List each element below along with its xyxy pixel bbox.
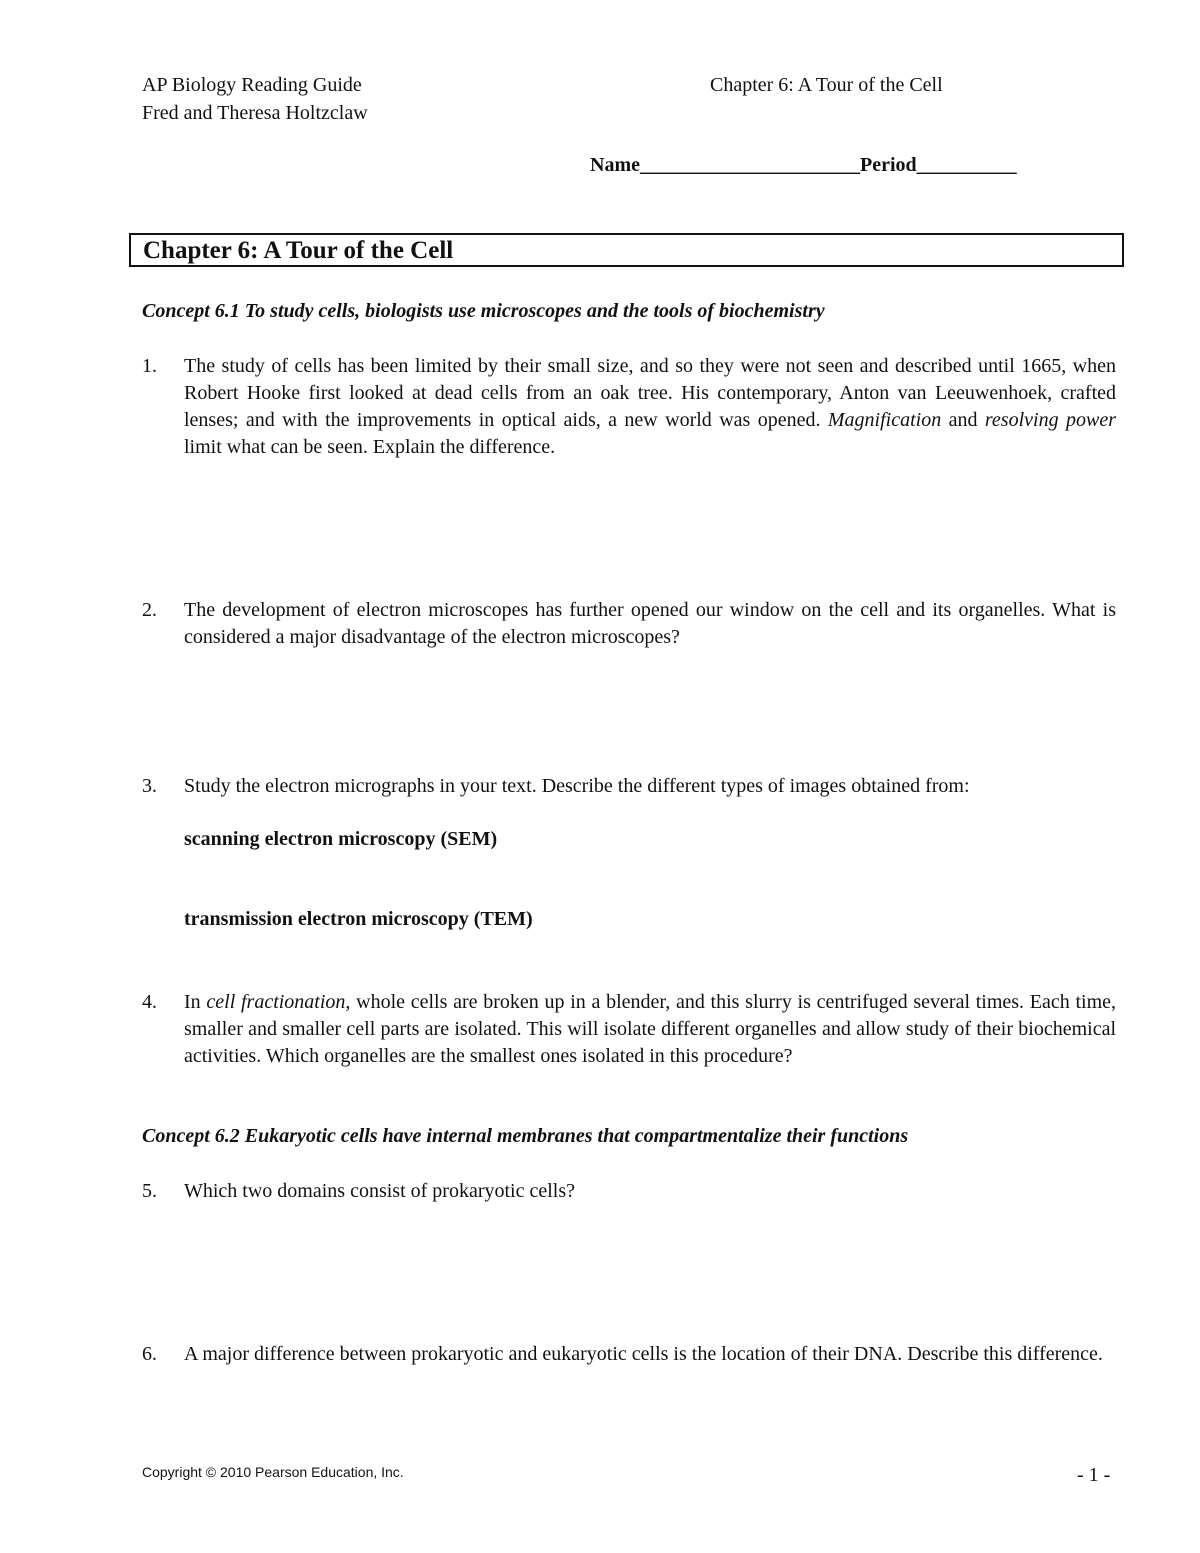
question-text: The study of cells has been limited by their small size, and so they were not seen and described until 1665, when Robert Hooke first looked at dead cells from an oak tree. His contemporary, Anton van Leeuwenhoek, crafted lenses; and with the improvements in optical aids, a new world was opened. Magnification and resolving power limit what can be seen. Explain the difference. [184,355,1116,458]
page-number: - 1 - [1077,1464,1111,1486]
question-text: A major difference between prokaryotic and eukaryotic cells is the location of their DNA. Describe this difference. [184,1343,1103,1365]
name-blank[interactable]: ______________________ [639,154,860,176]
question-number: 2. [142,599,157,621]
question-text: Study the electron micrographs in your text. Describe the different types of images obtained from: [184,775,970,797]
question-3 [142,773,1116,800]
question-number: 3. [142,775,157,797]
chapter-header: Chapter 6: A Tour of the Cell [710,74,943,96]
question-number: 5. [142,1180,157,1202]
question-text: In cell fractionation, whole cells are broken up in a blender, and this slurry is centrifuged several times. Each time, smaller and smaller cell parts are isolated. This will isolate different organelles and allow study of their biochemical activities. Which organelles are the smallest ones isolated in this procedure? [184,991,1116,1067]
name-label: Name [590,154,640,176]
sem-label: scanning electron microscopy (SEM) [184,828,498,850]
question-6 [142,1341,1116,1368]
question-number: 4. [142,991,157,1013]
concept-6-1-heading: Concept 6.1 To study cells, biologists use microscopes and the tools of biochemistry [142,300,825,322]
period-label: Period [859,154,917,176]
concept-6-2-heading: Concept 6.2 Eukaryotic cells have internal membranes that compartmentalize their functions [142,1125,909,1147]
question-number: 1. [142,355,157,377]
question-2 [142,597,1116,651]
chapter-title: Chapter 6: A Tour of the Cell [143,237,454,264]
chapter-title-box [129,233,1124,267]
tem-label: transmission electron microscopy (TEM) [184,908,533,930]
question-text: The development of electron microscopes has further opened our window on the cell and its organelles. What is considered a major disadvantage of the electron microscopes? [184,599,1116,648]
question-1 [142,353,1116,461]
question-number: 6. [142,1343,157,1365]
authors: Fred and Theresa Holtzclaw [142,102,368,124]
question-text: Which two domains consist of prokaryotic cells? [184,1180,576,1202]
copyright: Copyright © 2010 Pearson Education, Inc. [142,1464,404,1480]
name-period-line [590,154,1017,177]
guide-title: AP Biology Reading Guide [142,74,362,96]
question-4 [142,989,1116,1070]
period-blank[interactable]: __________ [916,154,1017,176]
question-5 [142,1178,1116,1205]
